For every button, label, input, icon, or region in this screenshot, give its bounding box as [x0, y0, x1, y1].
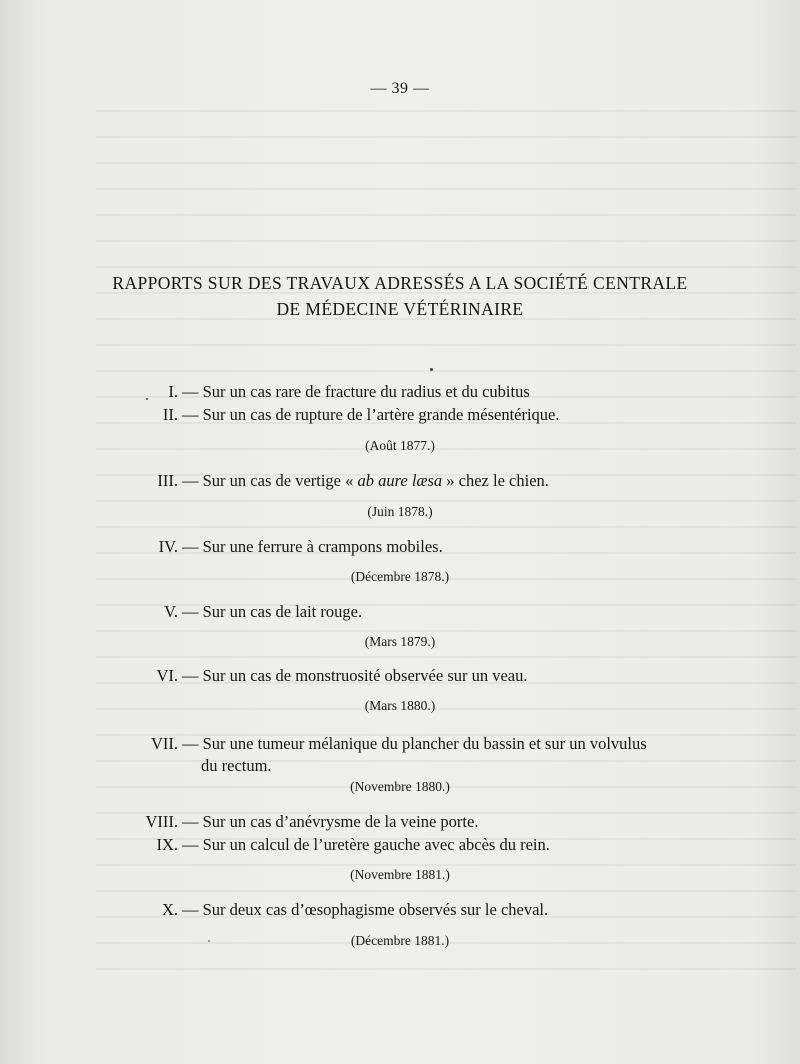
entry-text: — Sur un calcul de l’uretère gauche avec abcès du rein. [182, 835, 550, 854]
date-text: (Juin 1878.) [367, 504, 433, 519]
entry-date [0, 437, 800, 455]
date-text: (Décembre 1878.) [350, 569, 450, 584]
entry-text: — Sur une tumeur mélanique du plancher du bassin et sur un volvulus [182, 734, 647, 753]
entry-number: III. [157, 471, 178, 490]
entry-text: — Sur un cas rare de fracture du radius et du cubitus [182, 382, 530, 401]
entry-date [0, 503, 800, 521]
page-number: — 39 — [370, 80, 430, 97]
date-text: (Mars 1879.) [364, 634, 436, 649]
entry-number: IV. [158, 537, 178, 556]
entry-number: I. [168, 382, 178, 401]
ink-speck [146, 398, 148, 400]
date-text: (Décembre 1881.) [350, 933, 450, 948]
entry-number: IX. [156, 835, 178, 854]
entry-number: VIII. [145, 812, 178, 831]
ink-speck [208, 940, 210, 942]
latin-phrase: ab aure læsa [357, 471, 443, 490]
date-text: (Août 1877.) [365, 438, 435, 453]
entry-date [0, 778, 800, 796]
entry-number: II. [162, 405, 178, 424]
entry-text: — Sur un cas de monstruosité observée sur un veau. [182, 666, 528, 685]
entry-text: — Sur un cas d’anévrysme de la veine porte. [182, 812, 479, 831]
entry-date [0, 568, 800, 586]
entry-text: — Sur un cas de rupture de l’artère grande mésentérique. [182, 405, 560, 424]
entry-text: — Sur deux cas d’œsophagisme observés sur le cheval. [182, 900, 549, 919]
entry-number: X. [161, 900, 178, 919]
entry-number: V. [164, 602, 178, 621]
title-line-2: DE MÉDECINE VÉTÉRINAIRE [276, 299, 524, 319]
entry-text-part: — Sur un cas de vertige « [182, 471, 358, 490]
entry-number: VI. [156, 666, 178, 685]
date-text: (Novembre 1881.) [350, 867, 450, 882]
document-title [0, 270, 800, 322]
date-text: (Novembre 1880.) [350, 779, 450, 794]
entry-date [0, 633, 800, 651]
entry-text: — Sur un cas de lait rouge. [182, 602, 363, 621]
entry-date [0, 866, 800, 884]
ink-speck [430, 368, 433, 371]
entry-text-continuation: du rectum. [201, 756, 272, 775]
date-text: (Mars 1880.) [364, 698, 436, 713]
entry-text [182, 470, 722, 492]
entry-text: — Sur une ferrure à crampons mobiles. [182, 537, 443, 556]
entry-number: VII. [150, 734, 178, 753]
title-line-1: RAPPORTS SUR DES TRAVAUX ADRESSÉS A LA SOCIÉTÉ CENTRALE [112, 273, 688, 293]
entry-text-part: » chez le chien. [442, 471, 549, 490]
entry-date [0, 932, 800, 950]
entry-date [0, 697, 800, 715]
